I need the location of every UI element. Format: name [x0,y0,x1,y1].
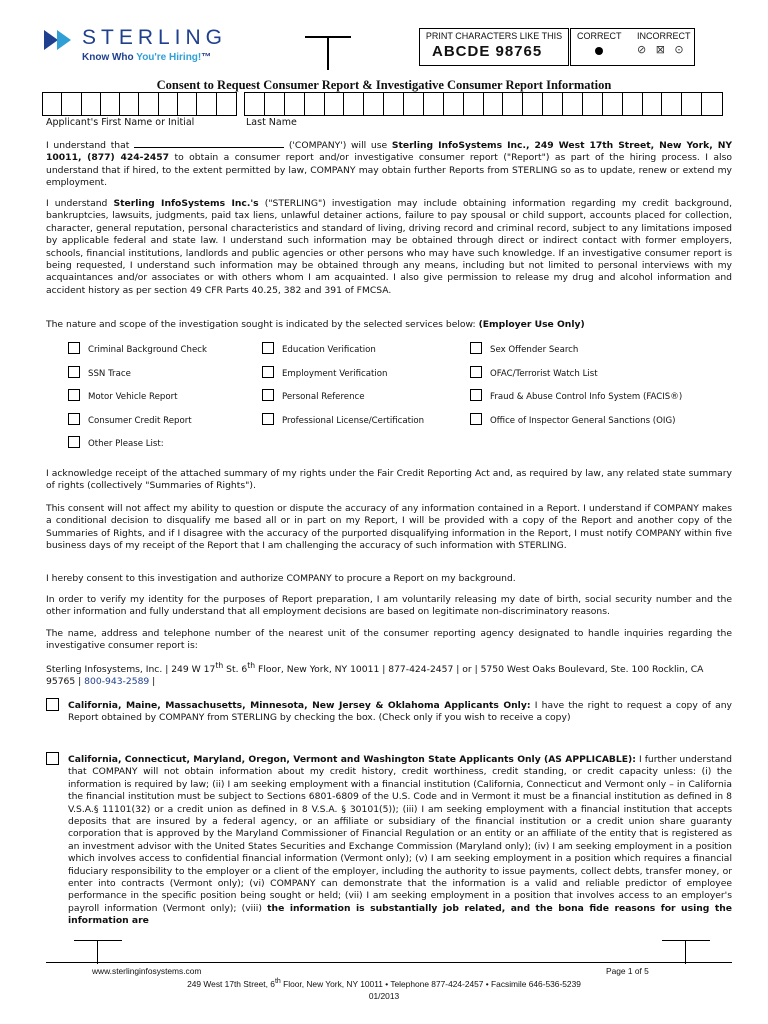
service-option[interactable] [68,366,131,379]
service-checkbox[interactable] [68,389,80,401]
footer-page-number: Page 1 of 5 [606,966,649,976]
paragraph-identity: In order to verify my identity for the purposes of Report preparation, I am voluntarily releasing my date of birth, social security number and the other information and fully understand that all employment decisions are based on legitimate non-discriminatory reasons. [46,594,732,618]
name-char-cell[interactable] [702,93,722,115]
name-char-cell[interactable] [62,93,81,115]
service-option[interactable] [262,413,424,426]
name-char-cell[interactable] [583,93,603,115]
paragraph-summary-of-rights: I acknowledge receipt of the attached summary of my rights under the Fair Credit Reporting Act and, as required by law, any related state summary of rights (collectively "Summaries of Rights"). [46,468,732,492]
service-option[interactable] [470,389,682,402]
print-sample-text: ABCDE 98765 [432,43,543,60]
service-label: Employment Verification [282,369,388,379]
service-option[interactable] [68,413,192,426]
service-option[interactable] [68,342,207,355]
paragraph-services-intro: The nature and scope of the investigation sought is indicated by the selected services below: (Employer Use Only) [46,319,585,330]
paragraph-consent: I hereby consent to this investigation and authorize COMPANY to procure a Report on my background. [46,573,516,584]
name-char-cell[interactable] [384,93,404,115]
name-char-cell[interactable] [523,93,543,115]
service-option[interactable] [470,342,578,355]
name-char-cell[interactable] [325,93,345,115]
service-checkbox[interactable] [470,342,482,354]
service-option[interactable] [262,366,387,379]
name-char-cell[interactable] [120,93,139,115]
service-option[interactable] [68,389,178,402]
service-label: Other Please List: [88,439,164,449]
service-checkbox[interactable] [68,342,80,354]
name-char-cell[interactable] [159,93,178,115]
paragraph-agency-intro: The name, address and telephone number of the nearest unit of the consumer reporting agency designated to handle inquiries regarding the investigative consumer report is: [46,628,732,652]
paragraph-credit-restrictions: California, Connecticut, Maryland, Oregon, Vermont and Washington State Applicants Only (AS APPLICABLE): I further understand that COMPANY will not obtain information about my credit history, credit worthiness, credit standing, or credit capacity unless: (i) the information is required by law; (ii) I am seeking employment with a financial institution (California, Connecticut and Vermont only – in California the financial institution must be subject to Sections 6801-6809 of the U.S. Code and in Vermont it must be a financial institution as defined in 8 V.S.A.§ 11101(32) or a credit union as defined in 8 V.S.A. § 30101(5)); (iii) I am seeking employment with a financial institution that accepts deposits that are insured by a federal agency, or an affiliate or subsidiary of the financial institution or a credit union share guaranty corporation that is approved by the Maryland Commissioner of Financial Regulation or an entity or an affiliate of the entity that is registered as an investment advisor with the United States Securities and Exchange Commission (Maryland only); (iv) I am seeking employment in a position which involves access to confidential financial information (Vermont only); (v) I am seeking employment in a position which requires a financial fiduciary responsibility to the employer or a client of the employer, including the authority to issue payments, collect debts, transfer money, or enter into contracts (Vermont only); (vi) COMPANY can demonstrate that the information is a valid and reliable predictor of employee performance in the specific position being sought or held; (vii) I am seeking employment in a position that involves access to an employer's payroll information (Vermont only); (viii) the information is substantially job related, and the bona fide reasons for using the information are [68,754,733,927]
brand-tagline: Know Who You're Hiring!™ [82,52,212,63]
paragraph-company-use: I understand that ('COMPANY') will use Sterling InfoSystems Inc., 249 West 17th Street, New York, NY 10011, (877) 424-2457 to obtain a consumer report and/or investigative consumer report ("Report") as part of the hiring process. I also understand that if hired, to the extent permitted by law, COMPANY may obtain further Reports from STERLING so as to update, renew or extend my employment. [46,140,733,189]
last-name-grid[interactable] [244,92,723,116]
name-char-cell[interactable] [217,93,236,115]
incorrect-marks-icon: ⊘ ⊠ ⊙ [637,43,687,56]
name-char-cell[interactable] [563,93,583,115]
service-label: Office of Inspector General Sanctions (OIG) [490,416,676,426]
service-checkbox[interactable] [262,366,274,378]
name-char-cell[interactable] [305,93,325,115]
document-title: Consent to Request Consumer Report & Investigative Consumer Report Information [156,78,612,92]
service-option[interactable] [262,389,365,402]
name-char-cell[interactable] [139,93,158,115]
service-checkbox[interactable] [262,389,274,401]
service-label: Fraud & Abuse Control Info System (FACIS®) [490,392,683,402]
service-label: OFAC/Terrorist Watch List [490,369,598,379]
name-char-cell[interactable] [682,93,702,115]
name-char-cell[interactable] [464,93,484,115]
registration-mark-right-stem [685,940,686,964]
name-char-cell[interactable] [623,93,643,115]
incorrect-label: INCORRECT [637,31,691,41]
name-char-cell[interactable] [178,93,197,115]
footer-website: www.sterlinginfosystems.com [92,966,202,976]
name-char-cell[interactable] [245,93,265,115]
name-char-cell[interactable] [43,93,62,115]
footer-date: 01/2013 [368,991,400,1001]
name-char-cell[interactable] [197,93,216,115]
registration-mark-top [305,36,351,70]
print-sample-label: PRINT CHARACTERS LIKE THIS [425,31,563,41]
paragraph-dispute: This consent will not affect my ability to question or dispute the accuracy of any information contained in a Report. I understand if COMPANY makes a conditional decision to disqualify me based all or in part on my Report, I will be provided with a copy of the Report and another copy of the Summaries of Rights, and if I disagree with the accuracy of the purported disqualifying information in the Report, I must notify COMPANY within five business days of my receipt of the Report that I am challenging the accuracy of such information with STERLING. [46,503,732,552]
service-checkbox[interactable] [68,413,80,425]
service-checkbox[interactable] [262,342,274,354]
service-option[interactable] [68,436,164,449]
service-label: Personal Reference [282,392,365,402]
first-name-label: Applicant's First Name or Initial [46,117,195,128]
name-char-cell[interactable] [364,93,384,115]
service-checkbox[interactable] [68,366,80,378]
registration-mark-left [74,940,122,941]
service-option[interactable] [470,413,675,426]
paragraph-investigation-scope: I understand Sterling InfoSystems Inc.'s ("STERLING") investigation may include obtaining information regarding my credit background, bankruptcies, lawsuits, judgments, paid tax liens, unlawful detainer actions, failure to pay spousal or child support, accounts placed for collection, character, general reputation, personal characteristics and standard of living, driving record and criminal record, subject to any limitations imposed by applicable federal and state law. I understand such information may be obtained through direct or indirect contact with former employers, schools, financial institutions, landlords and public agencies or other persons who may have such knowledge. If an investigative consumer report is being requested, I understand such information may be obtained through any means, including but not limited to personal interviews with my acquaintances and/or associates or with others whom I am acquainted. I also give permission to release my drug and alcohol information and accident history as per section 49 CFR Parts 40.25, 382 and 391 of FMCSA. [46,198,733,296]
service-label: Professional License/Certification [282,416,425,426]
service-checkbox[interactable] [470,413,482,425]
service-label: Motor Vehicle Report [88,392,178,402]
mark-example-box [570,28,695,66]
name-char-cell[interactable] [503,93,523,115]
sterling-logo [44,26,234,68]
service-checkbox[interactable] [470,366,482,378]
name-char-cell[interactable] [265,93,285,115]
registration-mark-right [662,940,710,941]
name-char-cell[interactable] [285,93,305,115]
footer-rule [46,962,732,963]
name-char-cell[interactable] [344,93,364,115]
name-char-cell[interactable] [101,93,120,115]
service-option[interactable] [470,366,598,379]
footer-address: 249 West 17th Street, 6th Floor, New York, NY 10011 • Telephone 877-424-2457 • Facsimile 646-536-5239 [187,978,581,989]
registration-mark-left-stem [97,940,98,964]
service-option[interactable] [262,342,376,355]
paragraph-agency-address: Sterling Infosystems, Inc. | 249 W 17th St. 6th Floor, New York, NY 10011 | 877-424-2457 | or | 5750 West Oaks Boulevard, Ste. 100 Rocklin, CA 95765 | 800-943-2589 | [46,661,704,688]
first-name-grid[interactable] [42,92,237,116]
company-name-field[interactable] [134,139,284,148]
service-checkbox[interactable] [470,389,482,401]
credit-acknowledgment-checkbox[interactable] [46,752,59,765]
service-checkbox[interactable] [262,413,274,425]
correct-label: CORRECT [577,31,622,41]
copy-request-checkbox[interactable] [46,698,59,711]
name-char-cell[interactable] [404,93,424,115]
service-label: Consumer Credit Report [88,416,192,426]
name-char-cell[interactable] [82,93,101,115]
brand-name: STERLING [82,26,228,49]
service-label: Criminal Background Check [88,345,207,355]
service-label: Education Verification [282,345,376,355]
last-name-label: Last Name [246,117,297,128]
filled-dot-icon [595,47,603,55]
print-sample-box [419,28,569,66]
service-label: Sex Offender Search [490,345,579,355]
paragraph-copy-request: California, Maine, Massachusetts, Minnesota, New Jersey & Oklahoma Applicants Only: I have the right to request a copy of any Report obtained by COMPANY from STERLING by checking the box. (Check only if you wish to receive a copy) [68,700,732,724]
name-char-cell[interactable] [424,93,444,115]
logo-arrows-icon [44,28,78,52]
service-checkbox[interactable] [68,436,80,448]
name-char-cell[interactable] [603,93,623,115]
name-char-cell[interactable] [662,93,682,115]
name-char-cell[interactable] [643,93,663,115]
name-char-cell[interactable] [444,93,464,115]
name-char-cell[interactable] [484,93,504,115]
service-label: SSN Trace [88,369,131,379]
name-char-cell[interactable] [543,93,563,115]
